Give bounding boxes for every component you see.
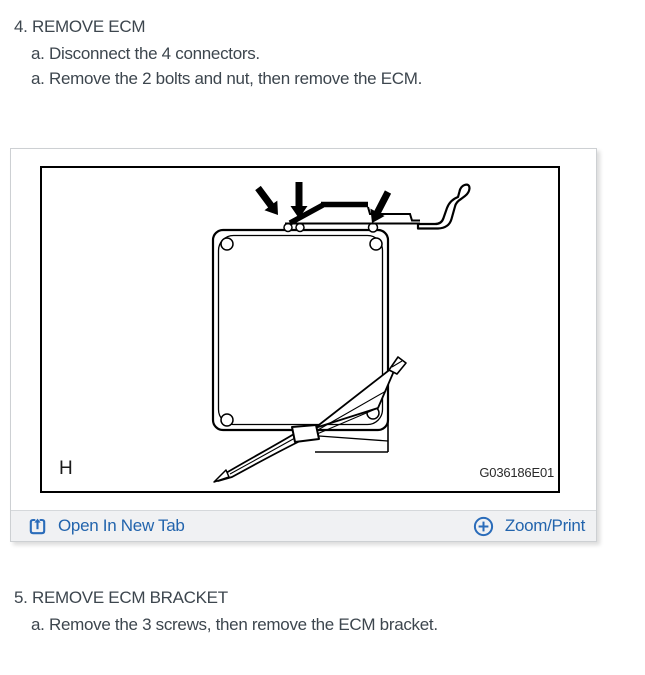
step-5-substep-a: a. Remove the 3 screws, then remove the ECM bracket. — [31, 615, 438, 634]
bracket-hook — [418, 185, 470, 229]
step-4-substep-b: a. Remove the 2 bolts and nut, then remove the ECM. — [31, 69, 423, 88]
figure-toolbar — [11, 510, 596, 541]
zoom-print-label: Zoom/Print — [504, 516, 585, 535]
zoom-print-button[interactable] — [473, 516, 585, 537]
open-in-new-tab-label: Open In New Tab — [58, 516, 185, 535]
open-in-new-tab-icon — [28, 517, 47, 536]
step-5-heading: 5. REMOVE ECM BRACKET — [14, 588, 228, 607]
open-in-new-tab-button[interactable] — [28, 516, 185, 536]
step-4-substep-a: a. Disconnect the 4 connectors. — [31, 44, 260, 63]
figure-label: H — [59, 458, 73, 479]
zoom-plus-icon — [473, 516, 494, 537]
arrow-left-icon — [255, 186, 278, 215]
step-4-heading: 4. REMOVE ECM — [14, 17, 146, 36]
harness-connector — [292, 425, 319, 442]
arrow-right-icon — [370, 190, 391, 223]
ecm-diagram-frame — [40, 166, 560, 493]
figure-code: G036186E01 — [479, 465, 554, 480]
ecm-diagram-art — [42, 168, 558, 491]
figure-card — [10, 148, 597, 542]
